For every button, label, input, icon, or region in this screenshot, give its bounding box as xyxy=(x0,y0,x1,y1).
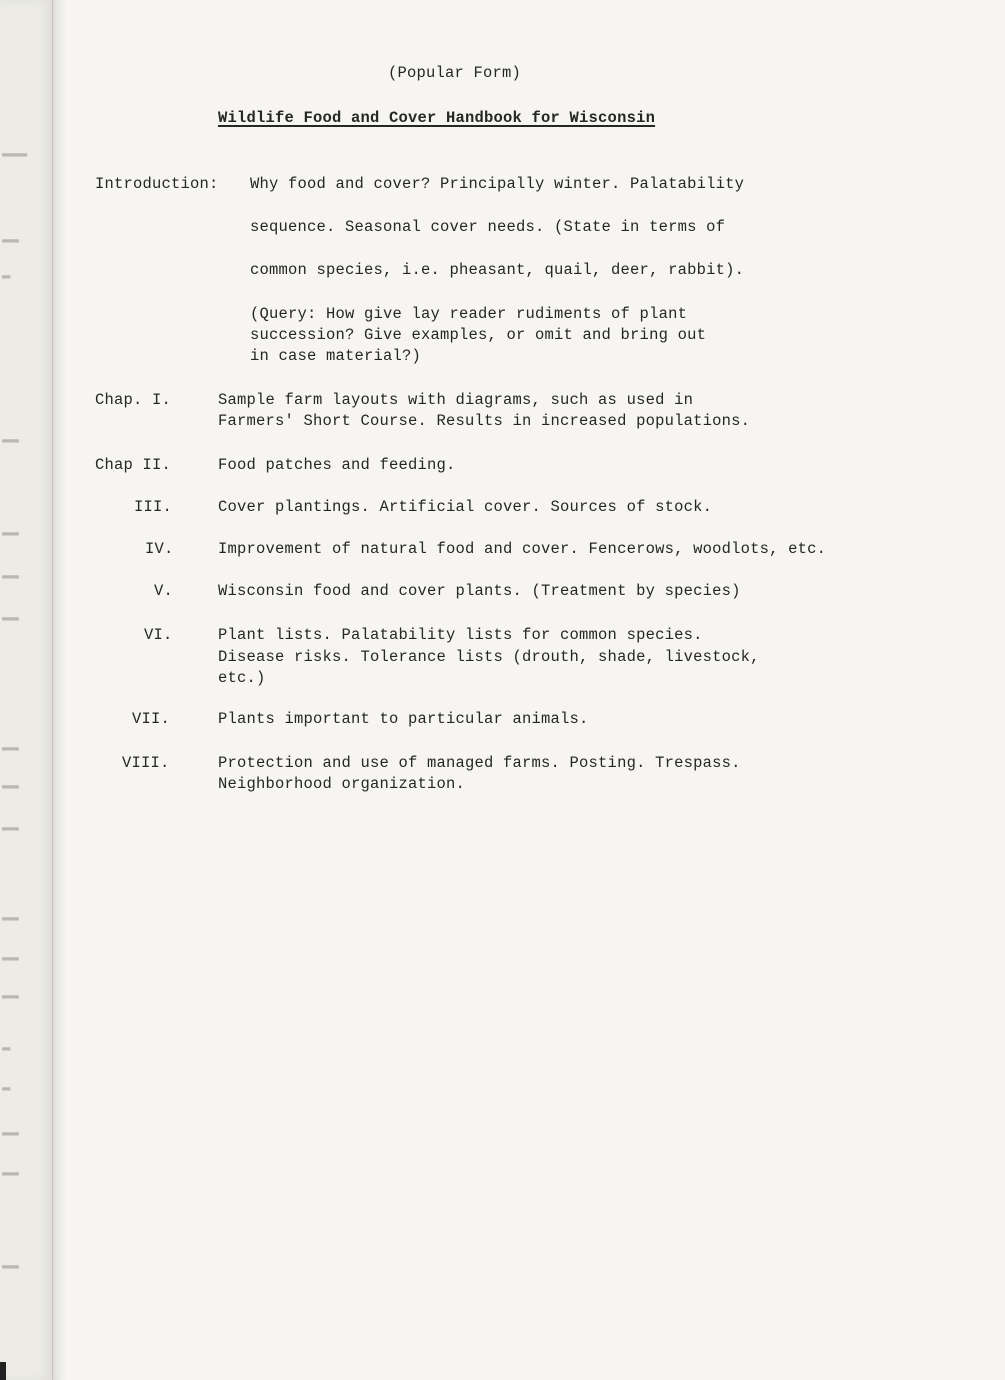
bleed-through-mark: ▬▬ xyxy=(2,1258,19,1274)
chapter-label: IV. xyxy=(145,540,174,558)
chapter-line: Neighborhood organization. xyxy=(218,775,466,793)
chapter-line: Plant lists. Palatability lists for common species. xyxy=(218,626,703,644)
chapter-line: Protection and use of managed farms. Posting. Trespass. xyxy=(218,754,741,772)
binding-mark xyxy=(0,1362,6,1380)
bleed-through-mark: ▬▬ xyxy=(2,950,19,966)
bleed-through-mark: ▬▬ xyxy=(2,740,19,756)
chapter-label: VIII. xyxy=(122,754,170,772)
chapter-line: Improvement of natural food and cover. Fencerows, woodlots, etc. xyxy=(218,540,827,558)
chapter-label: VII. xyxy=(132,710,171,728)
bleed-through-mark: ▬▬ xyxy=(2,568,19,584)
bleed-through-mark: ▬▬▬ xyxy=(2,146,28,162)
chapter-label: VI. xyxy=(144,626,173,644)
introduction-line: Why food and cover? Principally winter. Palatability xyxy=(250,175,745,193)
bleed-through-mark: ▬▬ xyxy=(2,820,19,836)
bleed-through-mark: ▬▬ xyxy=(2,1165,19,1181)
form-label: (Popular Form) xyxy=(388,64,522,82)
chapter-line: Disease risks. Tolerance lists (drouth, shade, livestock, xyxy=(218,648,760,666)
bleed-through-mark: ▬ xyxy=(2,1080,11,1096)
bleed-through-mark: ▬▬ xyxy=(2,910,19,926)
chapter-label: Chap. I. xyxy=(95,391,172,409)
binding-fold-shadow xyxy=(52,0,66,1380)
chapter-line: Cover plantings. Artificial cover. Sources of stock. xyxy=(218,498,713,516)
introduction-label: Introduction: xyxy=(95,175,219,193)
chapter-line: Wisconsin food and cover plants. (Treatment by species) xyxy=(218,582,741,600)
document-title: Wildlife Food and Cover Handbook for Wisconsin xyxy=(218,109,656,127)
query-note-line: succession? Give examples, or omit and bring out xyxy=(250,326,707,344)
bleed-through-mark: ▬▬ xyxy=(2,1125,19,1141)
bleed-through-mark: ▬▬ xyxy=(2,610,19,626)
bleed-through-mark: ▬ xyxy=(2,1040,11,1056)
chapter-label: Chap II. xyxy=(95,456,172,474)
chapter-label: III. xyxy=(134,498,173,516)
bleed-through-mark: ▬ xyxy=(2,268,11,284)
chapter-line: Sample farm layouts with diagrams, such as used in xyxy=(218,391,694,409)
bleed-through-mark: ▬▬ xyxy=(2,988,19,1004)
introduction-line: common species, i.e. pheasant, quail, deer, rabbit). xyxy=(250,261,745,279)
chapter-line: Farmers' Short Course. Results in increased populations. xyxy=(218,412,751,430)
bleed-through-mark: ▬▬ xyxy=(2,432,19,448)
query-note-line: (Query: How give lay reader rudiments of plant xyxy=(250,305,688,323)
introduction-line: sequence. Seasonal cover needs. (State in terms of xyxy=(250,218,726,236)
chapter-label: V. xyxy=(154,582,174,600)
chapter-line: etc.) xyxy=(218,669,266,687)
chapter-line: Food patches and feeding. xyxy=(218,456,456,474)
chapter-line: Plants important to particular animals. xyxy=(218,710,589,728)
bleed-through-mark: ▬▬ xyxy=(2,525,19,541)
bleed-through-mark: ▬▬ xyxy=(2,778,19,794)
bleed-through-mark: ▬▬ xyxy=(2,232,19,248)
query-note-line: in case material?) xyxy=(250,347,422,365)
